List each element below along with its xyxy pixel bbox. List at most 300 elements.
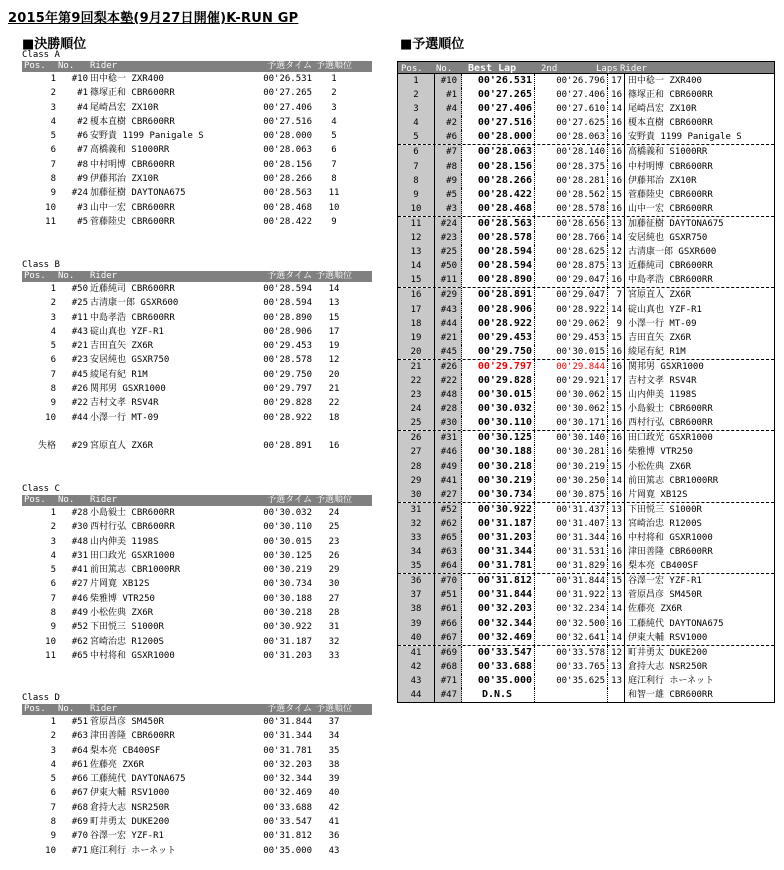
- cell-pos: 44: [398, 688, 435, 702]
- cell-laps: 16: [608, 488, 625, 502]
- table-row: [398, 331, 774, 345]
- cell-rider: 中村明博 CBR600RR: [628, 161, 713, 172]
- cell-pos: 26: [398, 431, 435, 445]
- cell-pos: 6: [50, 355, 56, 366]
- cell-second: 00'32.641: [535, 631, 608, 645]
- header-rider: Rider: [90, 704, 118, 714]
- cell-rider: 倉持大志 NSR250R: [628, 661, 708, 672]
- cell-second: 00'28.656: [535, 217, 608, 231]
- table-row: [22, 520, 372, 534]
- cell-second: 00'28.281: [535, 174, 608, 188]
- cell-rider: 柴雅博 VTR250: [628, 447, 693, 458]
- cell-no: #27: [435, 488, 462, 502]
- cell-best: 00'28.594: [462, 245, 535, 259]
- cell-laps: 13: [608, 503, 625, 517]
- cell-laps: 16: [608, 445, 625, 459]
- table-row: [398, 402, 774, 416]
- cell-no: #21: [71, 341, 88, 352]
- cell-qpos: 25: [328, 522, 340, 533]
- cell-second: 00'33.765: [535, 660, 608, 674]
- cell-time: 00'29.453: [263, 341, 312, 352]
- cell-qpos: 37: [328, 717, 340, 727]
- page-title: 2015年第9回梨本塾(9月27日開催)K-RUN GP: [8, 11, 299, 26]
- cell-rider: 関邦男 GSXR1000: [90, 384, 166, 395]
- cell-no: #51: [435, 588, 462, 602]
- table-row: [22, 215, 372, 229]
- cell-no: #43: [71, 326, 88, 337]
- cell-no: #24: [435, 217, 462, 231]
- cell-pos: 3: [398, 102, 435, 116]
- cell-no: #44: [71, 412, 88, 423]
- cell-rider: 田口政光 GSXR1000: [90, 550, 175, 561]
- cell-best: 00'28.156: [462, 160, 535, 174]
- cell-qpos: 40: [328, 788, 340, 799]
- cell-no: #22: [71, 398, 88, 409]
- cell-qpos: 29: [328, 565, 340, 576]
- table-row: [22, 772, 372, 786]
- header-rider: Rider: [90, 495, 118, 505]
- cell-pos: 15: [398, 273, 435, 287]
- cell-pos: 42: [398, 660, 435, 674]
- table-row: [22, 296, 372, 310]
- cell-rider: 高橋義和 S1000RR: [90, 145, 170, 156]
- table-row: [398, 416, 774, 431]
- cell-second: [535, 688, 608, 702]
- cell-no: #49: [71, 608, 88, 619]
- cell-pos: 27: [398, 445, 435, 459]
- table-row: [398, 160, 774, 174]
- cell-pos: 11: [45, 216, 56, 227]
- final-results-table: [22, 61, 372, 229]
- table-row: [398, 545, 774, 559]
- cell-no: #10: [71, 74, 88, 84]
- cell-time: 00'28.578: [263, 355, 312, 366]
- class-label: Class C: [22, 484, 60, 494]
- cell-time: 00'31.781: [263, 745, 312, 756]
- cell-pos: 11: [398, 217, 435, 231]
- header-pos: Pos.: [24, 704, 46, 714]
- cell-pos: 1: [50, 284, 56, 294]
- table-row: [398, 130, 774, 145]
- cell-time: 00'28.468: [263, 202, 312, 213]
- cell-pos: 11: [45, 650, 56, 661]
- cell-best: 00'27.406: [462, 102, 535, 116]
- cell-no: #27: [71, 579, 88, 590]
- cell-rider: 宮崎治忠 R1200S: [90, 636, 164, 647]
- cell-laps: 16: [608, 617, 625, 631]
- cell-time: 00'31.812: [263, 831, 312, 842]
- cell-qpos: 6: [331, 145, 337, 156]
- cell-rider: 田口政光 GSXR1000: [628, 433, 713, 444]
- cell-rider: 佐藤亮 ZX6R: [90, 759, 145, 770]
- cell-pos: 5: [398, 130, 435, 144]
- table-row: [398, 445, 774, 459]
- table-row: [22, 325, 372, 339]
- cell-best: 00'28.563: [462, 217, 535, 231]
- cell-best: 00'29.750: [462, 345, 535, 359]
- cell-best: 00'27.516: [462, 116, 535, 130]
- cell-best: 00'30.734: [462, 488, 535, 502]
- cell-no: #7: [435, 145, 462, 159]
- cell-rider: 山中一宏 CBR600RR: [628, 203, 713, 214]
- cell-best: 00'28.891: [462, 288, 535, 302]
- table-row: [398, 631, 774, 646]
- cell-no: #9: [435, 174, 462, 188]
- header-qpos: 予選順位: [315, 704, 352, 714]
- cell-second: 00'30.219: [535, 460, 608, 474]
- cell-no: #71: [435, 674, 462, 688]
- cell-qpos: 43: [328, 845, 340, 856]
- cell-pos: 40: [398, 631, 435, 645]
- cell-pos: 22: [398, 374, 435, 388]
- cell-qpos: 21: [328, 384, 340, 395]
- table-row: [398, 145, 774, 159]
- cell-rider: 古清康一郎 GSXR600: [628, 247, 717, 258]
- cell-no: #5: [77, 216, 88, 227]
- cell-time: 00'31.187: [263, 636, 312, 647]
- table-row: [22, 844, 372, 858]
- cell-best: 00'28.890: [462, 273, 535, 287]
- table-row: [22, 786, 372, 800]
- cell-best: 00'28.468: [462, 202, 535, 216]
- cell-rider: 加藤征樹 DAYTONA675: [90, 188, 186, 199]
- cell-laps: 16: [608, 160, 625, 174]
- cell-rider: 庭江利行 ホーネット: [90, 845, 176, 856]
- cell-no: #64: [71, 745, 88, 756]
- table-row: [398, 574, 774, 588]
- cell-rider: 宮原直人 ZX6R: [628, 290, 692, 301]
- cell-second: 00'28.625: [535, 245, 608, 259]
- cell-pos: 1: [50, 74, 56, 84]
- cell-time: 00'33.688: [263, 802, 312, 813]
- cell-laps: 16: [608, 545, 625, 559]
- cell-second: 00'29.921: [535, 374, 608, 388]
- cell-time: 00'27.516: [263, 116, 312, 127]
- cell-rider: 高橋義和 S1000RR: [628, 147, 708, 158]
- cell-pos: 7: [50, 802, 56, 813]
- cell-laps: 13: [608, 217, 625, 231]
- cell-best: 00'26.531: [462, 74, 535, 88]
- cell-rider: 宮原直人 ZX6R: [90, 441, 154, 452]
- header-no: No.: [58, 271, 75, 281]
- cell-qpos: 2: [331, 88, 337, 99]
- table-row: [398, 102, 774, 116]
- cell-no: #68: [71, 802, 88, 813]
- header-pos: Pos.: [401, 64, 423, 74]
- cell-rider: 中島孝浩 CBR600RR: [90, 312, 175, 323]
- cell-best: 00'28.000: [462, 130, 535, 144]
- cell-no: #45: [435, 345, 462, 359]
- cell-time: 00'28.063: [263, 145, 312, 156]
- header-time: 予選タイム: [267, 271, 312, 281]
- cell-rider: 伊東大輔 RSV1000: [628, 632, 708, 643]
- cell-rider: 町井勇太 DUKE200: [90, 817, 170, 828]
- cell-laps: 13: [608, 517, 625, 531]
- cell-rider: 吉村文孝 RSV4R: [90, 398, 159, 409]
- cell-rider: 梨本亮 CB400SF: [628, 561, 699, 572]
- cell-pos: 36: [398, 574, 435, 588]
- table-row: [22, 620, 372, 634]
- cell-no: #30: [435, 416, 462, 430]
- cell-no: #50: [71, 284, 88, 294]
- cell-no: #43: [435, 303, 462, 317]
- cell-time: 00'29.750: [263, 369, 312, 380]
- cell-second: 00'33.578: [535, 646, 608, 660]
- header-best-lap: Best Lap: [468, 63, 517, 74]
- cell-pos: 24: [398, 402, 435, 416]
- table-row: [22, 411, 372, 425]
- cell-no: #10: [435, 74, 462, 88]
- cell-no: #11: [71, 312, 88, 323]
- cell-rider: 吉田直矢 ZX6R: [628, 332, 692, 343]
- cell-qpos: 26: [328, 550, 340, 561]
- table-row: [22, 396, 372, 410]
- cell-pos: 12: [398, 231, 435, 245]
- cell-time: 00'30.125: [263, 550, 312, 561]
- cell-second: 00'28.766: [535, 231, 608, 245]
- cell-pos: 3: [50, 102, 56, 113]
- cell-laps: 12: [608, 646, 625, 660]
- cell-second: 00'29.453: [535, 331, 608, 345]
- cell-pos: 13: [398, 245, 435, 259]
- cell-time: 00'32.203: [263, 759, 312, 770]
- cell-best: 00'31.203: [462, 531, 535, 545]
- cell-laps: 16: [608, 174, 625, 188]
- cell-time: 00'30.032: [263, 508, 312, 518]
- cell-no: #67: [71, 788, 88, 799]
- table-row: [22, 172, 372, 186]
- cell-rider: 吉田直矢 ZX6R: [90, 341, 154, 352]
- cell-pos: 38: [398, 602, 435, 616]
- cell-second: 00'31.531: [535, 545, 608, 559]
- cell-pos: 19: [398, 331, 435, 345]
- cell-no: #25: [71, 298, 88, 309]
- cell-rider: 和智一雄 CBR600RR: [628, 690, 713, 701]
- cell-time: 00'30.218: [263, 608, 312, 619]
- cell-best: 00'33.547: [462, 646, 535, 660]
- table-row: [398, 288, 774, 302]
- cell-laps: 16: [608, 273, 625, 287]
- cell-time: 00'28.563: [263, 188, 312, 199]
- cell-no: #31: [435, 431, 462, 445]
- cell-laps: 15: [608, 331, 625, 345]
- cell-best: 00'28.906: [462, 303, 535, 317]
- cell-rider: 安野貴 1199 Panigale S: [90, 131, 204, 142]
- cell-laps: [608, 688, 625, 702]
- qualifying-heading: ■予選順位: [400, 37, 465, 52]
- cell-best: 00'28.922: [462, 317, 535, 331]
- cell-qpos: 1: [331, 74, 337, 84]
- cell-laps: 16: [608, 360, 625, 374]
- cell-best: 00'31.781: [462, 559, 535, 573]
- table-row: [398, 674, 774, 688]
- cell-best: 00'31.844: [462, 588, 535, 602]
- cell-qpos: 9: [331, 216, 337, 227]
- cell-no: #21: [435, 331, 462, 345]
- class-label: Class B: [22, 260, 60, 270]
- table-row: [22, 353, 372, 367]
- cell-rider: 柴雅博 VTR250: [90, 593, 155, 604]
- cell-qpos: 23: [328, 536, 340, 547]
- cell-no: #47: [435, 688, 462, 702]
- cell-laps: 16: [608, 116, 625, 130]
- cell-pos: 3: [50, 745, 56, 756]
- cell-time: 00'33.547: [263, 817, 312, 828]
- table-row: [22, 635, 372, 649]
- cell-time: 00'29.828: [263, 398, 312, 409]
- cell-rider: 古清康一郎 GSXR600: [90, 298, 179, 309]
- cell-time: 00'28.890: [263, 312, 312, 323]
- cell-rider: 伊東大輔 RSV1000: [90, 788, 170, 799]
- cell-pos: 5: [50, 341, 56, 352]
- cell-time: 00'30.219: [263, 565, 312, 576]
- cell-laps: 15: [608, 460, 625, 474]
- table-row: [398, 273, 774, 288]
- table-row: [22, 506, 372, 520]
- cell-rider: 前田篤志 CBR1000RR: [628, 475, 719, 486]
- cell-no: #29: [435, 288, 462, 302]
- cell-laps: 17: [608, 74, 625, 88]
- cell-time: 00'32.469: [263, 788, 312, 799]
- table-row: [398, 217, 774, 231]
- cell-time: 00'29.797: [263, 384, 312, 395]
- cell-pos: 8: [50, 174, 56, 185]
- header-rider: Rider: [90, 271, 118, 281]
- cell-no: #30: [71, 522, 88, 533]
- cell-pos: 4: [50, 550, 56, 561]
- cell-qpos: 34: [328, 731, 340, 742]
- cell-rider: 尾崎昌宏 ZX10R: [628, 104, 697, 115]
- cell-pos: 2: [50, 522, 56, 533]
- cell-best: 00'28.063: [462, 145, 535, 159]
- cell-no: #9: [77, 174, 88, 185]
- cell-second: 00'28.562: [535, 188, 608, 202]
- cell-no: #49: [435, 460, 462, 474]
- cell-pos: 4: [50, 759, 56, 770]
- cell-no: #67: [435, 631, 462, 645]
- cell-pos: 1: [50, 717, 56, 727]
- cell-qpos: 20: [328, 369, 340, 380]
- cell-rider: 片岡寛 XB12S: [90, 579, 150, 590]
- qualifying-table-header: [398, 62, 774, 74]
- cell-no: #24: [71, 188, 88, 199]
- cell-best: 00'32.203: [462, 602, 535, 616]
- cell-best: 00'30.032: [462, 402, 535, 416]
- cell-no: #8: [435, 160, 462, 174]
- cell-pos: 10: [45, 202, 56, 213]
- table-row: [22, 592, 372, 606]
- table-row: [22, 649, 372, 663]
- cell-second: 00'30.062: [535, 402, 608, 416]
- cell-pos: 4: [398, 116, 435, 130]
- cell-laps: 14: [608, 102, 625, 116]
- cell-rider: 小島毅士 CBR600RR: [628, 404, 713, 415]
- table-row: [398, 688, 774, 702]
- cell-rider: 津田善隆 CBR600RR: [628, 547, 713, 558]
- cell-second: 00'32.234: [535, 602, 608, 616]
- cell-rider: 吉村文孝 RSV4R: [628, 375, 697, 386]
- cell-pos: 43: [398, 674, 435, 688]
- final-results-table: [22, 271, 372, 454]
- cell-time: 00'28.891: [263, 441, 312, 452]
- cell-laps: 12: [608, 245, 625, 259]
- table-row: [398, 245, 774, 259]
- final-results-heading: ■決勝順位: [22, 37, 87, 52]
- cell-rider: 庭江利行 ホーネット: [628, 675, 714, 686]
- cell-laps: 16: [608, 345, 625, 359]
- cell-laps: 16: [608, 88, 625, 102]
- cell-second: 00'26.796: [535, 74, 608, 88]
- table-row: [398, 388, 774, 402]
- cell-rider: 菅藤陸史 CBR600RR: [628, 189, 713, 200]
- table-row: [22, 186, 372, 200]
- table-row: [22, 577, 372, 591]
- cell-no: #46: [71, 593, 88, 604]
- cell-pos: 4: [50, 116, 56, 127]
- table-row: [22, 729, 372, 743]
- cell-rider: 小松佐典 ZX6R: [628, 461, 692, 472]
- cell-pos: 2: [50, 88, 56, 99]
- cell-best: 00'30.218: [462, 460, 535, 474]
- cell-pos: 41: [398, 646, 435, 660]
- table-row: [398, 259, 774, 273]
- cell-qpos: 22: [328, 398, 340, 409]
- table-row: [398, 116, 774, 130]
- cell-qpos: 27: [328, 593, 340, 604]
- table-row: [398, 345, 774, 360]
- cell-rider: 工藤純代 DAYTONA675: [90, 774, 186, 785]
- cell-laps: 15: [608, 574, 625, 588]
- header-qpos: 予選順位: [315, 61, 352, 71]
- cell-second: 00'31.844: [535, 574, 608, 588]
- cell-best: 00'28.594: [462, 259, 535, 273]
- cell-no: #66: [435, 617, 462, 631]
- cell-best: 00'28.266: [462, 174, 535, 188]
- cell-second: 00'31.407: [535, 517, 608, 531]
- cell-no: #1: [77, 88, 88, 99]
- cell-rider: 谷澤一宏 YZF-R1: [628, 576, 702, 587]
- cell-second: 00'30.875: [535, 488, 608, 502]
- cell-second: 00'27.610: [535, 102, 608, 116]
- cell-best: 00'27.265: [462, 88, 535, 102]
- cell-pos: 8: [50, 608, 56, 619]
- cell-qpos: 28: [328, 608, 340, 619]
- cell-time: 00'32.344: [263, 774, 312, 785]
- cell-second: 00'29.047: [535, 288, 608, 302]
- cell-pos: 1: [50, 508, 56, 518]
- cell-pos: 10: [398, 202, 435, 216]
- final-table-header: [22, 61, 372, 72]
- cell-second: 00'28.140: [535, 145, 608, 159]
- cell-no: #1: [435, 88, 462, 102]
- header-qpos: 予選順位: [315, 271, 352, 281]
- cell-best: 00'30.188: [462, 445, 535, 459]
- cell-second: 00'29.047: [535, 273, 608, 287]
- table-row: [398, 231, 774, 245]
- table-row: [398, 602, 774, 616]
- cell-no: #8: [77, 159, 88, 170]
- cell-rider: 小島毅士 CBR600RR: [90, 508, 175, 518]
- header-time: 予選タイム: [267, 61, 312, 71]
- cell-time: 00'30.110: [263, 522, 312, 533]
- cell-rider: 榎本直樹 CBR600RR: [628, 118, 713, 129]
- table-row: [22, 549, 372, 563]
- cell-laps: 16: [608, 130, 625, 144]
- cell-pos: 6: [50, 579, 56, 590]
- cell-rider: 田中稔一 ZXR400: [90, 74, 164, 84]
- table-row: [398, 303, 774, 317]
- table-row: [22, 439, 372, 453]
